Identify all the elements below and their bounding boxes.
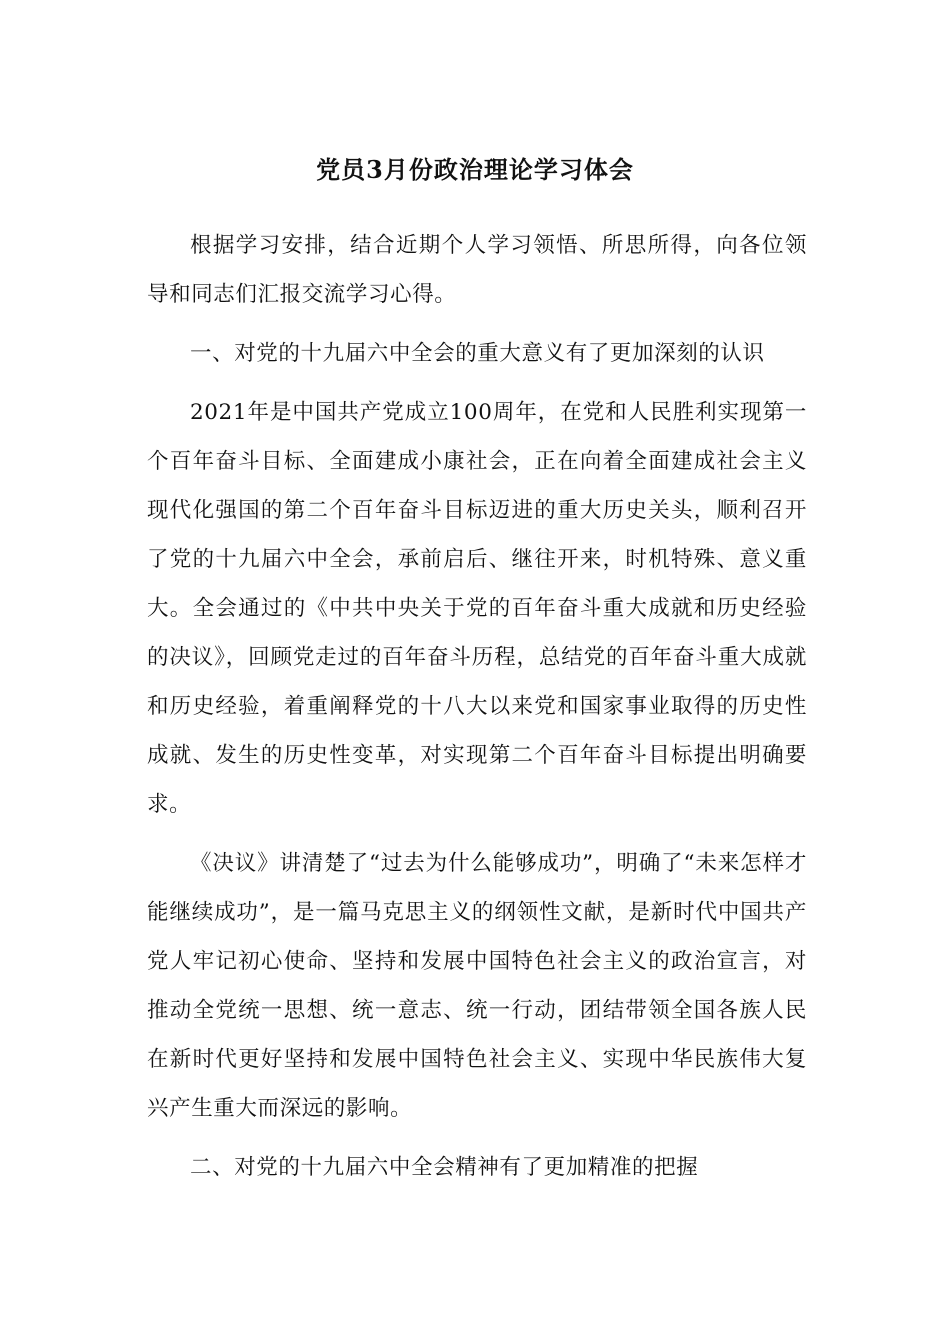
section-heading-2: 二、对党的十九届六中全会精神有了更加精准的把握 [190,1155,699,1180]
paragraph-intro: 根据学习安排，结合近期个人学习领悟、所思所得，向各位领导和同志们汇报交流学习心得。 [147,233,807,307]
document-body [147,221,807,1202]
paragraph-plenum-background: 2021年是中国共产党成立100周年，在党和人民胜利实现第一个百年奋斗目标、全面建成小康社会，正在向着全面建成社会主义现代化强国的第二个百年奋斗目标迈进的重大历史关头，顺利召开了党的十九届六中全会，承前启后、继往开来，时机特殊、意义重大。全会通过的《中共中央关于党的百年奋斗重大成就和历史经验的决议》，回顾党走过的百年奋斗历程，总结党的百年奋斗重大成就和历史经验，着重阐释党的十八大以来党和国家事业取得的历史性成就、发生的历史性变革，对实现第二个百年奋斗目标提出明确要求。 [147,400,807,817]
paragraph-resolution-significance: 《决议》讲清楚了“过去为什么能够成功”，明确了“未来怎样才能继续成功”，是一篇马克思主义的纲领性文献，是新时代中国共产党人牢记初心使命、坚持和发展中国特色社会主义的政治宣言，对推动全党统一思想、统一意志、统一行动，团结带领全国各族人民在新时代更好坚持和发展中国特色社会主义、实现中华民族伟大复兴产生重大而深远的影响。 [147,851,807,1121]
document-title: 党员3月份政治理论学习体会 [316,155,634,184]
section-heading-1: 一、对党的十九届六中全会的重大意义有了更加深刻的认识 [190,341,765,366]
